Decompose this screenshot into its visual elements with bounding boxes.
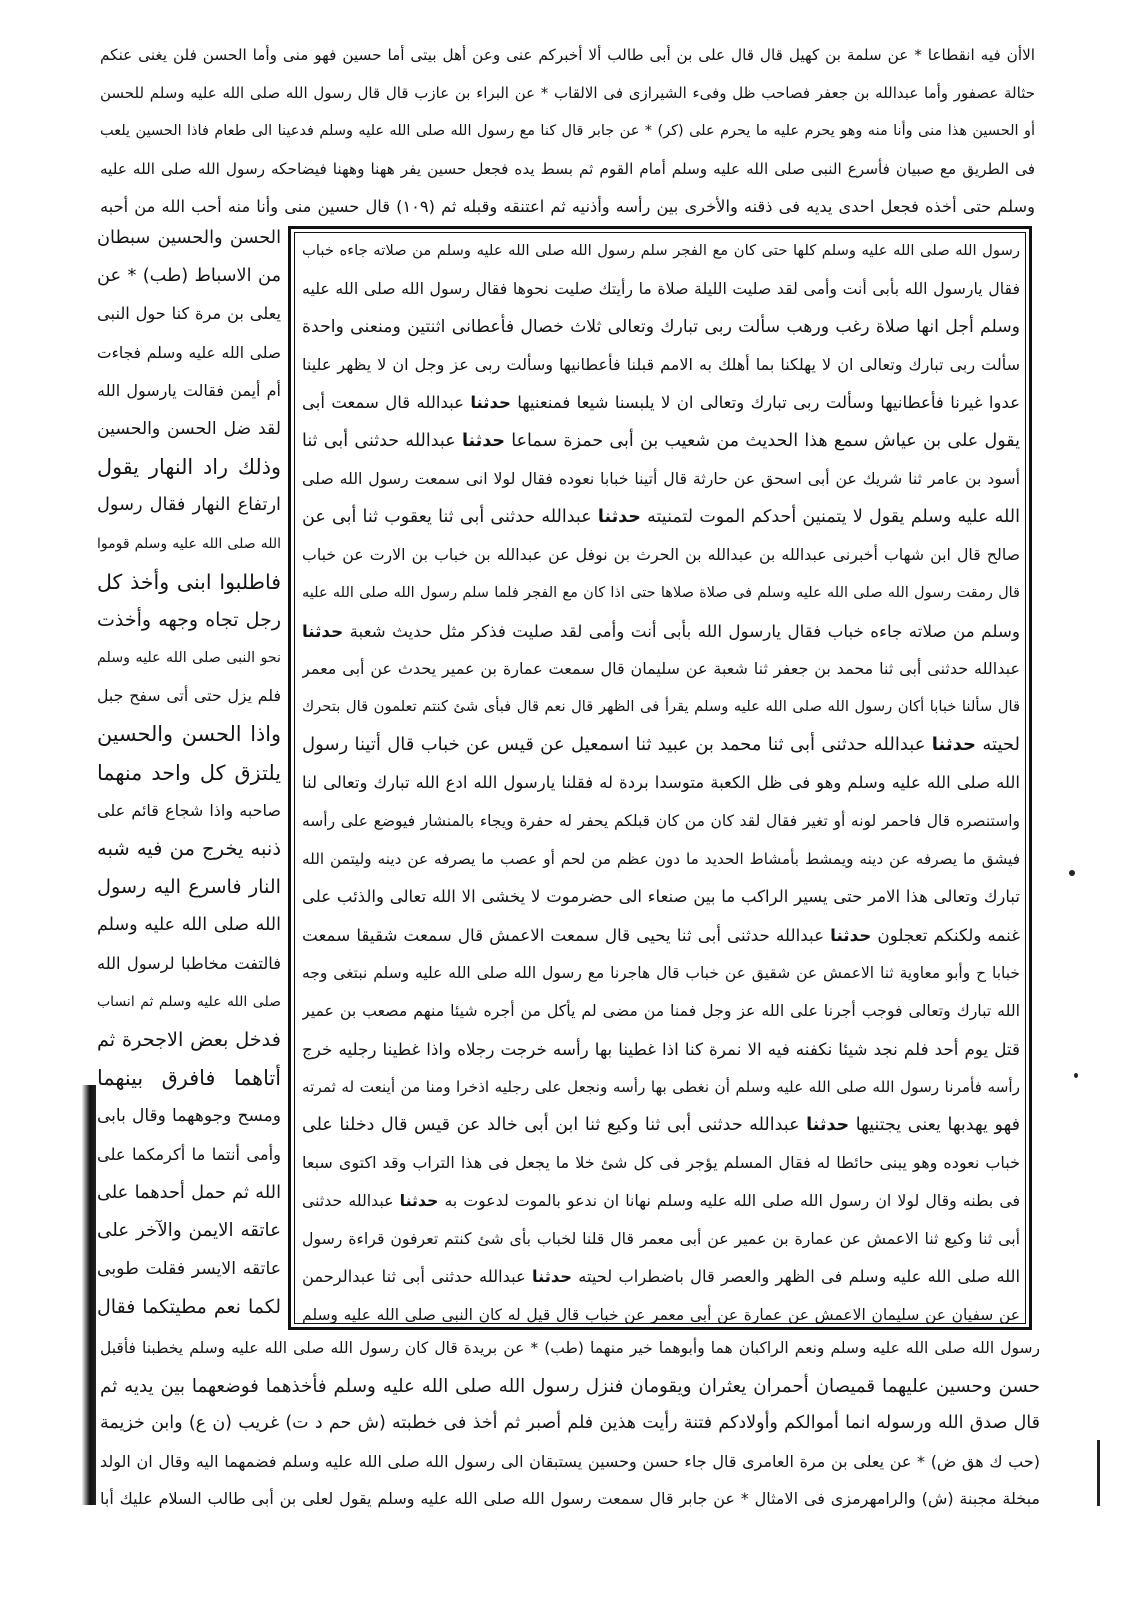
bottom-line: رسول الله صلى الله عليه وسلم ونعم الراكبان هما وأبوهما خير منهما (طب) * عن بريدة قال كان رسول الله صلى الله عليه وسلم يخطبنا فأقبل (100, 1339, 1040, 1357)
top-text-block (100, 36, 1035, 226)
margin-line: وأمى أنتما ما أكرمكما على (97, 1144, 281, 1164)
main-line: فى بطنه وقال لولا ان رسول الله صلى الله عليه وسلم نهانا ان ندعو بالموت لدعوت به حدثنا عبدالله حدثنى (302, 1191, 1020, 1210)
margin-line: أتاهما فافرق بينهما (97, 1066, 281, 1091)
main-line: فهو يهدبها يعنى يجتنيها حدثنا عبدالله حدثنى أبى ثنا وكيع ثنا ابن أبى خالد عن قيس قال دخلنا على (302, 1115, 1020, 1135)
main-line: وسلم أجل انها صلاة رغب ورهب سألت ربى تبارك وتعالى ثلاث خصال فأعطانى اثنتين ومنعنى واحدة (302, 317, 1020, 337)
margin-line: الحسن والحسين سبطان (97, 228, 281, 248)
main-line: عدوا غيرنا فأعطانيها وسألت ربى تبارك وتعالى ان لا يلبسنا شيعا فمنعنيها حدثنا عبدالله قال سمعت أبى (302, 393, 1020, 412)
margin-line: صلى الله عليه وسلم فجاءت (97, 343, 281, 362)
bottom-line: مبخلة مجبنة (ش) والرامهرمزى فى الامثال * عن جابر قال سمعت رسول الله صلى الله عليه وسلم يقول لعلى بن أبى طالب السلام عليك أبا (100, 1489, 1040, 1508)
main-line: عبدالله حدثنى أبى ثنا محمد بن جعفر ثنا شعبة عن سليمان قال سمعت عمارة بن عمير يحدث عن أبى معمر (302, 659, 1020, 678)
main-line: الله صلى الله عليه وسلم فى الظهر والعصر قال باضطراب لحيته حدثنا عبدالله حدثنى أبى ثنا عبدالرحمن (302, 1267, 1020, 1286)
bottom-text-block (100, 1330, 1040, 1518)
hadith-rubric: حدثنا (399, 1191, 439, 1210)
hadith-rubric: حدثنا (931, 734, 977, 755)
main-line: أبى ثنا وكيع ثنا الاعمش عن عمارة بن عمير عن أبى معمر قال قلنا لخباب بأى شئ كنتم تعرفون قراءة رسول (302, 1229, 1020, 1248)
margin-line: يلتزق كل واحد منهما (97, 760, 281, 785)
margin-line: الله ثم حمل أحدهما على (97, 1182, 281, 1203)
main-text-block (302, 232, 1020, 1334)
margin-line: عاتقه الايسر فقلت طوبى (97, 1259, 281, 1280)
hadith-rubric: حدثنا (470, 393, 511, 412)
margin-line: النار فاسرع اليه رسول (97, 875, 281, 899)
page-number: (١٠٩) (396, 197, 435, 216)
top-line: حثالة عصفور وأما عبدالله بن جعفر فصاحب ظل وفىء الشيرازى فى الالقاب * عن البراء بن عازب قال قال رسول الله صلى الله عليه وسلم للحسن (100, 84, 1035, 102)
main-line: الله تبارك وتعالى فوجب أجرنا على الله عز وجل فمنا من مضى لم يأكل من أجره شيئا منهم مصعب بن عمير (302, 1001, 1020, 1020)
main-line: قتل يوم أحد فلم نجد شيئا نكفنه فيه الا نمرة كنا اذا غطينا بها رأسه خرجت رجلاه واذا غطينا رجليه خرج (302, 1039, 1020, 1059)
bottom-line: (حب ك هق ض) * عن يعلى بن مرة العامرى قال جاء حسن وحسين يستبقان الى رسول الله صلى الله عليه وسلم فضمهما اليه وقال ان الولد (100, 1451, 1040, 1471)
scan-speck (1074, 1073, 1078, 1078)
margin-line: لكما نعم مطيتكما فقال (97, 1296, 281, 1319)
main-line: سألت ربى تبارك وتعالى ان لا يهلكنا بما أهلك به الامم قبلنا فأعطانيها وسألت ربى عز وجل ان لا يظهر علينا (302, 355, 1020, 374)
binding-shadow (82, 1085, 96, 1505)
margin-line: فالتفت مخاطبا لرسول الله (97, 953, 281, 973)
main-line: فيشق ما يصرفه عن دينه ويمشط بأمشاط الحديد ما دون عظم من لحم أو عصب ما يصرفه عن دينه وليتمن الله (302, 850, 1020, 868)
margin-line: فلم يزل حتى أتى سفح جبل (97, 686, 281, 706)
margin-line: يعلى بن مرة كنا حول النبى (97, 304, 281, 324)
top-line-text: وسلم حتى أخذه فجعل احدى يديه فى ذقنه والأخرى بين رأسه وأذنيه ثم اعتنقه وقبله ثم (441, 197, 1035, 216)
margin-line: رجل تجاه وجهه وأخذت (97, 608, 281, 631)
hadith-rubric: حدثنا (302, 621, 344, 641)
margin-line: الله صلى الله عليه وسلم (97, 915, 281, 936)
main-line: أسود بن عامر ثنا شريك عن أبى اسحق عن حارثة قال أتينا خبابا نعوده فقال لولا انى سمعت رسول الله صلى (302, 469, 1020, 488)
margin-commentary-column (97, 219, 281, 1326)
page-edge-mark (1097, 1440, 1100, 1506)
main-line: غنمه ولكنكم تعجلون حدثنا عبدالله حدثنى أبى ثنا يحيى قال سمعت الاعمش قال سمعت شقيقا سمعت (302, 925, 1020, 945)
main-line: فقال يارسول الله بأبى أنت وأمى لقد صليت الليلة صلاة ما رأيتك صليت نحوها فقال رسول الله صلى الله عليه (302, 279, 1020, 298)
main-line: قال سألنا خبابا أكان رسول الله صلى الله عليه وسلم يقرأ فى الظهر قال نعم قال فبأى شئ كنتم تعلمون قال بتحرك (302, 698, 1020, 715)
margin-line: وذلك راد النهار يقول (97, 455, 281, 480)
top-line: فى الطريق مع صبيان فأسرع النبى صلى الله عليه وسلم أمام القوم ثم بسط يده فجعل حسين يفر ههنا وههنا فيضاحكه رسول الله صلى الله عليه (100, 160, 1035, 178)
main-line: يقول على بن عياش سمع هذا الحديث من شعيب بن أبى حمزة سماعا حدثنا عبدالله حدثنى أبى ثنا (302, 431, 1020, 451)
margin-line: ذنبه يخرج من فيه شبه (97, 837, 281, 860)
top-line: الاأن فيه انقطاعا * عن سلمة بن كهيل قال قال على بن أبى طالب ألا أخبركم عنى وعن أهل بيتى أما حسين فهو منى وأما الحسن فلن يغنى عنكم (100, 46, 1035, 64)
main-line: الله صلى الله عليه وسلم وهو فى ظل الكعبة متوسدا بردة له فقلنا يارسول الله ادع الله تبارك وتعالى لنا (302, 773, 1020, 792)
main-line: رسول الله صلى الله عليه وسلم كلها حتى كان مع الفجر سلم رسول الله صلى الله عليه وسلم من صلاته جاءه خباب (302, 242, 1020, 259)
main-line: رأسه فأمرنا رسول الله صلى الله عليه وسلم أن نغطى بها رأسه ونجعل على رجليه اذخرا ومنا من أينعت له ثمرته (302, 1078, 1020, 1096)
top-line-text: قال حسين منى وأنا منه أحب الله من أحبه (100, 197, 390, 216)
main-line: الله عليه وسلم يقول لا يتمنين أحدكم الموت لتمنيته حدثنا عبدالله حدثنى أبى ثنا يعقوب ثنا أبى عن (302, 507, 1020, 527)
main-line: واستنصره قال فاحمر لونه أو تغير فقال لقد كان من كان قبلكم يحفر له حفرة ويجاء بالمنشار فيوضع على رأسه (302, 812, 1020, 830)
hadith-rubric: حدثنا (597, 507, 641, 527)
hadith-rubric: حدثنا (806, 1115, 850, 1135)
margin-line: صاحبه واذا شجاع قائم على (97, 800, 281, 820)
main-line: لحيته حدثنا عبدالله حدثنى أبى ثنا محمد بن عبيد ثنا اسمعيل عن قيس عن خباب قال أتينا رسول (302, 734, 1020, 755)
margin-line: نحو النبى صلى الله عليه وسلم (97, 650, 281, 667)
main-line: خباب نعوده وهو يبنى حائطا له فقال المسلم يؤجر فى كل شئ خلا ما يجعل فى هذا التراب وقد اكتوى سبعا (302, 1153, 1020, 1172)
margin-line: واذا الحسن والحسين (97, 722, 281, 747)
top-line: أو الحسين هذا منى وأنا منه وهو يحرم عليه ما يحرم على (كر) * عن جابر قال كنا مع رسول الله صلى الله عليه وسلم فدعينا الى طعام فاذا الحسين يلعب (100, 123, 1035, 139)
main-line: قال رمقت رسول الله صلى الله عليه وسلم فى صلاة صلاها حتى اذا كان مع الفجر فلما سلم رسول الله صلى الله عليه (302, 585, 1020, 601)
main-line: وسلم من صلاته جاءه خباب فقال يارسول الله بأبى أنت وأمى لقد صليت فذكر مثل حديث شعبة حدثنا (302, 621, 1020, 641)
hadith-rubric: حدثنا (830, 925, 872, 945)
main-line: عن سفيان عن سليمان الاعمش عن عمارة عن أبى معمر عن خباب قال قيل له كان النبى صلى الله عليه وسلم (302, 1306, 1020, 1324)
hadith-rubric: حدثنا (532, 1267, 572, 1286)
margin-line: الله صلى الله عليه وسلم قوموا (97, 535, 281, 552)
main-line: تبارك وتعالى هذا الامر حتى يسير الراكب ما بين صنعاء الى حضرموت لا يخشى الا الله تعالى والذئب على (302, 887, 1020, 906)
margin-line: من الاسباط (طب) * عن (97, 266, 281, 287)
margin-line: عاتقه الايمن والآخر على (97, 1219, 281, 1241)
margin-line: ومسح وجوههما وقال بابى (97, 1106, 281, 1127)
bottom-line: قال صدق الله ورسوله انما أموالكم وأولادكم فتنة رأيت هذين فلم أصبر ثم أخذ فى خطبته (ش حم د ت) غريب (ن ع) وابن خزيمة (100, 1413, 1040, 1433)
margin-line: أم أيمن فقالت يارسول الله (97, 380, 281, 400)
bottom-line: حسن وحسين عليهما قميصان أحمران يعثران ويقومان فنزل رسول الله صلى الله عليه وسلم فأخذهما فوضعهما بين يديه ثم (100, 1375, 1040, 1397)
main-line: صالح قال ابن شهاب أخبرنى عبدالله بن عبدالله بن الحرث بن نوفل عن عبدالله بن خباب بن الارت عن خباب (302, 545, 1020, 564)
main-line: خبابا ح وأبو معاوية ثنا الاعمش عن شقيق عن خباب قال هاجرنا مع رسول الله صلى الله عليه وسلم نبتغى وجه (302, 964, 1020, 982)
margin-line: ارتفاع النهار فقال رسول (97, 495, 281, 516)
margin-line: فدخل بعض الاجحرة ثم (97, 1027, 281, 1051)
margin-line: صلى الله عليه وسلم ثم انساب (97, 993, 281, 1010)
scan-speck (1069, 870, 1075, 876)
margin-line: لقد ضل الحسن والحسين (97, 418, 281, 439)
margin-line: فاطلبوا ابنى وأخذ كل (97, 569, 281, 594)
hadith-rubric: حدثنا (461, 431, 505, 451)
